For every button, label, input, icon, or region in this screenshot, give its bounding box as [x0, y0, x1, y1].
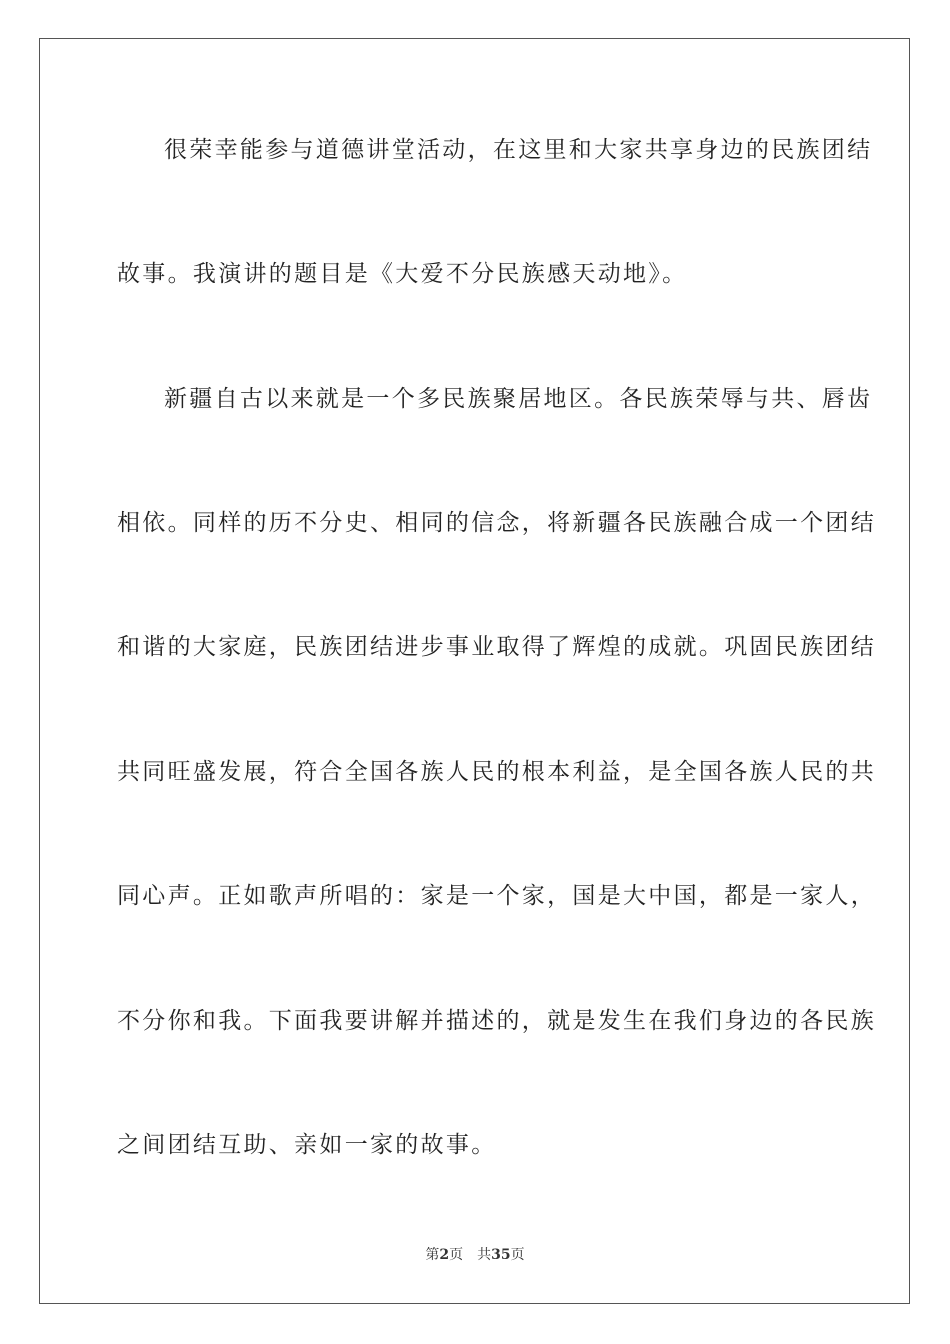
- text-line: 故事。我演讲的题目是《大爱不分民族感天动地》。: [117, 261, 688, 287]
- text-line: 不分你和我。下面我要讲解并描述的，就是发生在我们身边的各民族: [117, 1008, 876, 1034]
- total-prefix: 共: [477, 1247, 492, 1263]
- page-border: [39, 38, 910, 1304]
- text-line: 新疆自古以来就是一个多民族聚居地区。各民族荣辱与共、唇齿: [164, 386, 873, 412]
- text-line: 共同旺盛发展，符合全国各族人民的根本利益，是全国各族人民的共: [117, 759, 876, 785]
- page-prefix: 第: [425, 1247, 440, 1263]
- page-suffix: 页: [449, 1247, 464, 1263]
- text-line: 同心声。正如歌声所唱的：家是一个家，国是大中国，都是一家人，: [117, 883, 876, 909]
- total-pages: 35: [491, 1247, 511, 1263]
- text-line: 相依。同样的历不分史、相同的信念，将新疆各民族融合成一个团结: [117, 510, 876, 536]
- total-suffix: 页: [510, 1247, 525, 1263]
- text-line: 之间团结互助、亲如一家的故事。: [117, 1132, 497, 1158]
- page-number: 2: [439, 1247, 450, 1263]
- text-line: 很荣幸能参与道德讲堂活动，在这里和大家共享身边的民族团结: [164, 137, 873, 163]
- page-footer: [0, 1246, 950, 1264]
- text-line: 和谐的大家庭，民族团结进步事业取得了辉煌的成就。巩固民族团结: [117, 634, 876, 660]
